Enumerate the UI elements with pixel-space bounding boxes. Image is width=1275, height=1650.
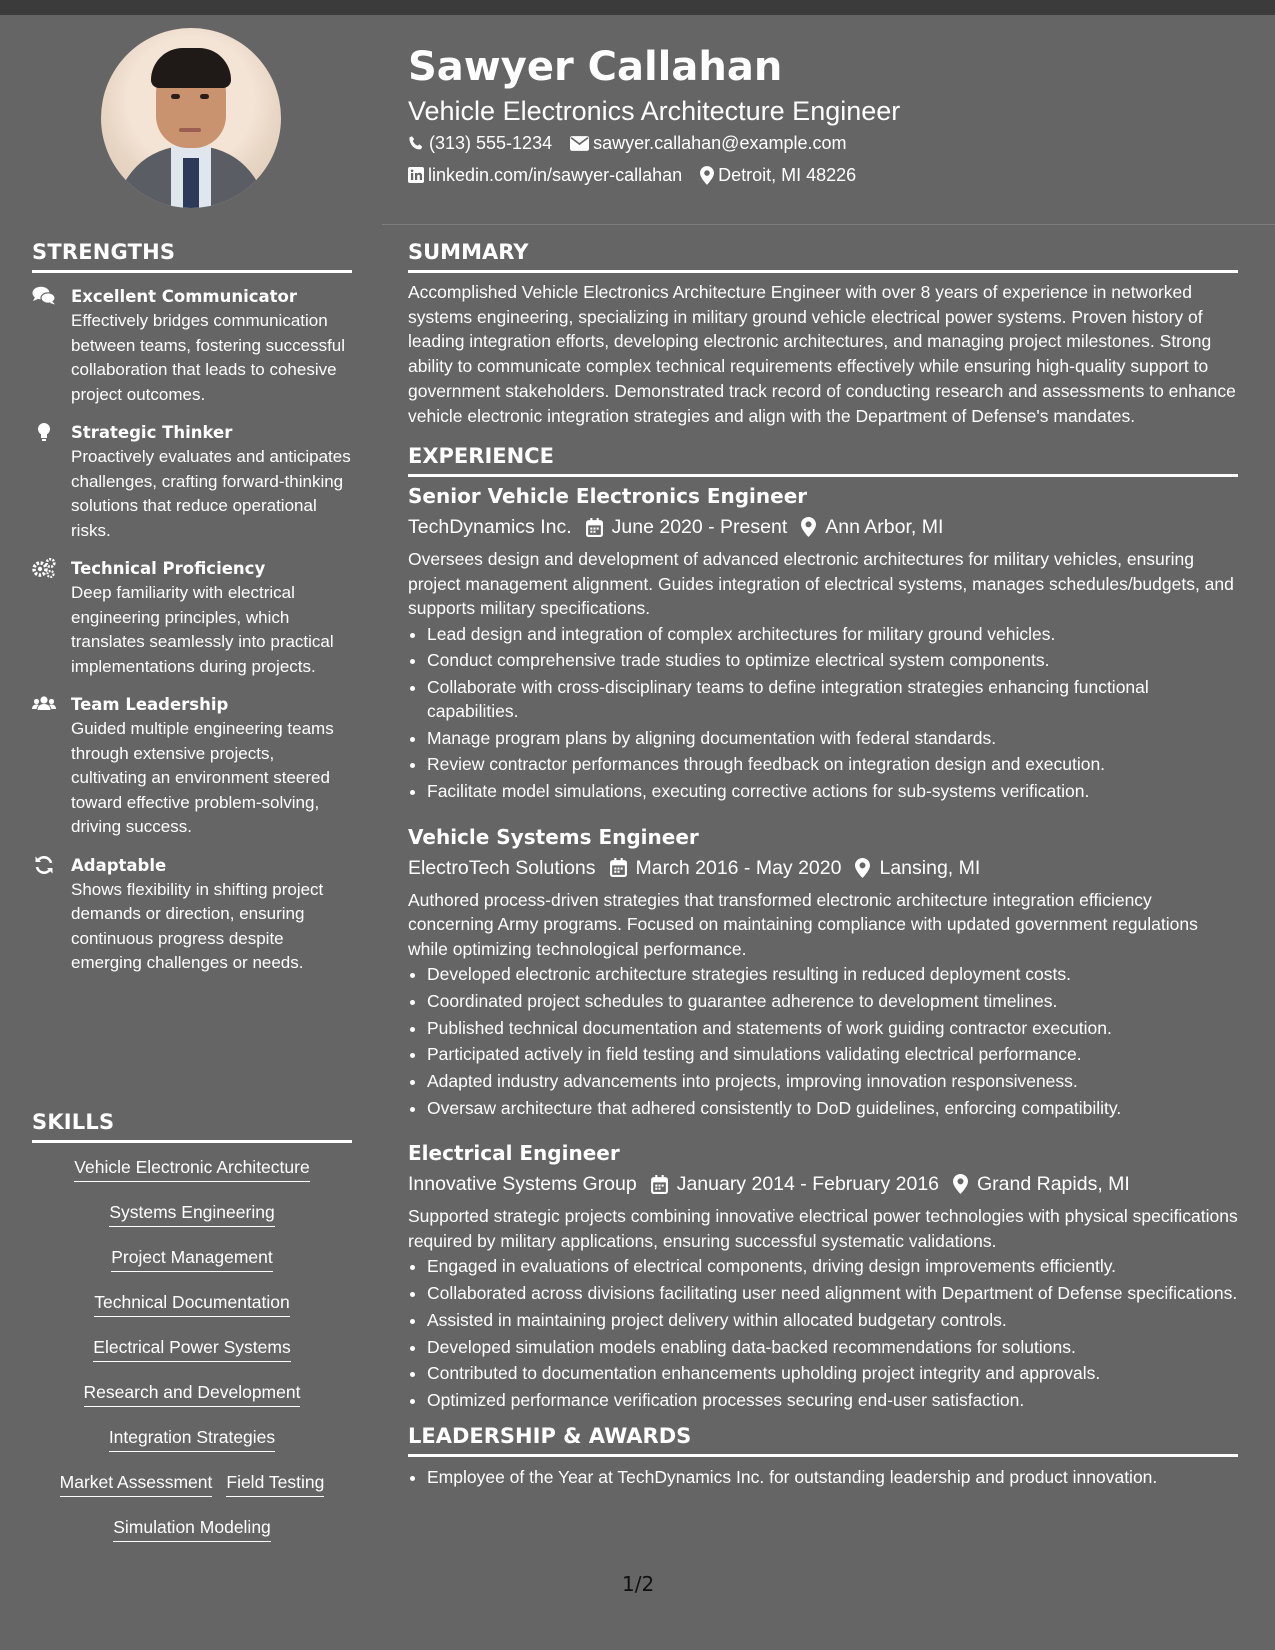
job-description: Oversees design and development of advanced electronic architectures for military vehicles, ensuring project management alignment. Guides integration of electrical systems, manages schedules/budgets, and supports military specifications.	[408, 549, 1234, 619]
strength-item	[32, 285, 352, 407]
strength-title: Adaptable	[71, 855, 167, 875]
list-item: • Developed simulation models enabling data-backed recommendations for solutions.	[427, 1335, 1238, 1359]
main-content	[408, 240, 1238, 1492]
skill-tag: Electrical Power Systems	[93, 1335, 290, 1362]
strength-item	[32, 854, 352, 976]
job-dates: January 2014 - February 2016	[676, 1173, 940, 1196]
list-item: • Engaged in evaluations of electrical components, driving design improvements efficiently.	[427, 1254, 1238, 1278]
strength-item	[32, 557, 352, 679]
summary-text: Accomplished Vehicle Electronics Architecture Engineer with over 8 years of experience in networked systems engineering, specializing in military ground vehicle electrical power systems. Proven history of leading integration efforts, developing electronic architectures, and managing project milestones. Strong ability to communicate complex technical requirements effectively while ensuring high-quality support to government stakeholders. Demonstrated track record of conducting research and assessments to enhance vehicle electronic integration strategies and align with the Department of Defense's mandates.	[408, 282, 1236, 426]
strength-item	[32, 421, 352, 543]
job-entry	[408, 483, 1238, 803]
linkedin-contact[interactable]	[408, 163, 682, 187]
skill-tag: Market Assessment	[60, 1470, 213, 1497]
list-item: • Manage program plans by aligning documentation with federal standards.	[427, 726, 1238, 750]
job-bullets	[408, 1254, 1238, 1411]
skill-tag: Project Management	[111, 1245, 272, 1272]
header-divider	[382, 224, 1275, 225]
gears-icon	[32, 558, 56, 578]
contact-row-1	[408, 131, 864, 155]
list-item: • Adapted industry advancements into projects, improving innovation responsiveness.	[427, 1069, 1238, 1093]
skills-section	[32, 1110, 352, 1560]
skill-tag: Vehicle Electronic Architecture	[74, 1155, 309, 1182]
company-name: ElectroTech Solutions	[408, 856, 596, 879]
job-bullets	[408, 622, 1238, 803]
map-pin-icon	[700, 166, 714, 185]
job-entry	[408, 1140, 1238, 1411]
list-item: • Facilitate model simulations, executing corrective actions for sub-systems verification.	[427, 779, 1238, 803]
job-meta	[408, 854, 1238, 882]
list-item: • Lead design and integration of complex architectures for military ground vehicles.	[427, 622, 1238, 646]
map-pin-icon	[855, 858, 870, 878]
skills-list	[32, 1155, 352, 1560]
strengths-section	[32, 240, 352, 976]
list-item: • Contributed to documentation enhancements upholding project integrity and approvals.	[427, 1361, 1238, 1385]
job-entry	[408, 824, 1238, 1120]
skill-tag: Systems Engineering	[109, 1200, 274, 1227]
skill-tag: Integration Strategies	[109, 1425, 275, 1452]
calendar-icon	[651, 1175, 668, 1194]
profile-photo	[101, 28, 281, 208]
envelope-icon	[570, 136, 589, 151]
list-item: • Collaborated across divisions facilitating user need alignment with Department of Defense specifications.	[427, 1281, 1238, 1305]
top-bar	[0, 0, 1275, 15]
email-text: sawyer.callahan@example.com	[593, 133, 847, 153]
strength-description: Deep familiarity with electrical engineering principles, which translates seamlessly into practical implementations during projects.	[71, 583, 334, 676]
skill-tag: Simulation Modeling	[113, 1515, 271, 1542]
refresh-icon	[32, 855, 56, 875]
list-item: • Collaborate with cross-disciplinary teams to define integration strategies enhancing functional capabilities.	[427, 675, 1238, 723]
list-item: • Coordinated project schedules to guarantee adherence to development timelines.	[427, 989, 1238, 1013]
skill-tag: Research and Development	[84, 1380, 301, 1407]
job-location: Grand Rapids, MI	[977, 1173, 1130, 1196]
job-title: Vehicle Systems Engineer	[408, 824, 699, 849]
location-contact	[700, 163, 856, 187]
strength-description: Shows flexibility in shifting project demands or direction, ensuring continuous progress despite emerging challenges or needs.	[71, 879, 324, 972]
list-item: • Assisted in maintaining project delivery within allocated budgetary controls.	[427, 1308, 1238, 1332]
strengths-heading: STRENGTHS	[32, 240, 352, 273]
candidate-name: Sawyer Callahan	[408, 44, 783, 90]
strength-description: Effectively bridges communication between teams, fostering successful collaboration that leads to cohesive project outcomes.	[71, 311, 346, 404]
list-item: • Review contractor performances through feedback on integration design and execution.	[427, 752, 1238, 776]
email-contact[interactable]	[570, 131, 846, 155]
list-item: • Employee of the Year at TechDynamics Inc. for outstanding leadership and product innovation.	[427, 1465, 1238, 1489]
calendar-icon	[586, 518, 603, 537]
experience-heading: EXPERIENCE	[408, 444, 1238, 477]
company-name: Innovative Systems Group	[408, 1173, 637, 1196]
map-pin-icon	[801, 517, 816, 537]
strength-description: Guided multiple engineering teams through extensive projects, cultivating an environment steered toward effective problem-solving, driving success.	[71, 719, 334, 836]
users-icon	[32, 694, 56, 714]
skill-tag: Technical Documentation	[94, 1290, 290, 1317]
calendar-icon	[610, 858, 627, 877]
skills-heading: SKILLS	[32, 1110, 352, 1143]
company-name: TechDynamics Inc.	[408, 516, 572, 539]
phone-text: (313) 555-1234	[429, 133, 553, 153]
strength-title: Technical Proficiency	[71, 559, 266, 578]
job-title: Electrical Engineer	[408, 1141, 620, 1166]
location-text: Detroit, MI 48226	[718, 165, 857, 185]
job-location: Ann Arbor, MI	[825, 516, 944, 539]
job-headline: Vehicle Electronics Architecture Engineer	[408, 96, 901, 126]
strength-description: Proactively evaluates and anticipates challenges, crafting forward-thinking solutions that reduce operational risks.	[71, 447, 351, 540]
contact-row-2	[408, 163, 874, 187]
strength-title: Excellent Communicator	[71, 287, 298, 306]
page-number: 1/2	[622, 1572, 655, 1596]
awards-heading: LEADERSHIP & AWARDS	[408, 1424, 1238, 1457]
strength-title: Team Leadership	[71, 695, 229, 714]
phone-contact[interactable]	[408, 131, 552, 155]
job-meta	[408, 513, 1238, 541]
list-item: • Participated actively in field testing and simulations validating electrical performance.	[427, 1042, 1238, 1066]
skill-tag: Field Testing	[226, 1470, 324, 1497]
job-location: Lansing, MI	[879, 856, 981, 879]
job-bullets	[408, 962, 1238, 1119]
job-dates: June 2020 - Present	[611, 516, 788, 539]
list-item: • Oversaw architecture that adhered consistently to DoD guidelines, enforcing compatibility.	[427, 1096, 1238, 1120]
list-item: • Optimized performance verification processes securing end-user satisfaction.	[427, 1388, 1238, 1412]
job-description: Authored process-driven strategies that transformed electronic architecture integration efficiency concerning Army programs. Focused on maintaining compliance with updated government regulations while optimizing technological performance.	[408, 889, 1198, 959]
awards-list	[408, 1465, 1238, 1489]
comments-icon	[32, 286, 56, 306]
list-item: • Conduct comprehensive trade studies to optimize electrical system components.	[427, 648, 1238, 672]
job-meta	[408, 1170, 1238, 1198]
list-item: • Developed electronic architecture strategies resulting in reduced deployment costs.	[427, 962, 1238, 986]
job-description: Supported strategic projects combining innovative electrical power technologies with physical specifications required by military applications, ensuring successful systematic validations.	[408, 1206, 1238, 1251]
strength-title: Strategic Thinker	[71, 423, 233, 442]
summary-heading: SUMMARY	[408, 240, 1238, 273]
lightbulb-icon	[32, 422, 56, 442]
map-pin-icon	[953, 1174, 968, 1194]
list-item: • Published technical documentation and statements of work guiding contractor execution.	[427, 1016, 1238, 1040]
phone-icon	[408, 135, 425, 152]
linkedin-text: linkedin.com/in/sawyer-callahan	[428, 165, 683, 185]
job-dates: March 2016 - May 2020	[635, 856, 842, 879]
job-title: Senior Vehicle Electronics Engineer	[408, 484, 808, 509]
linkedin-icon	[408, 167, 424, 183]
strength-item	[32, 693, 352, 840]
